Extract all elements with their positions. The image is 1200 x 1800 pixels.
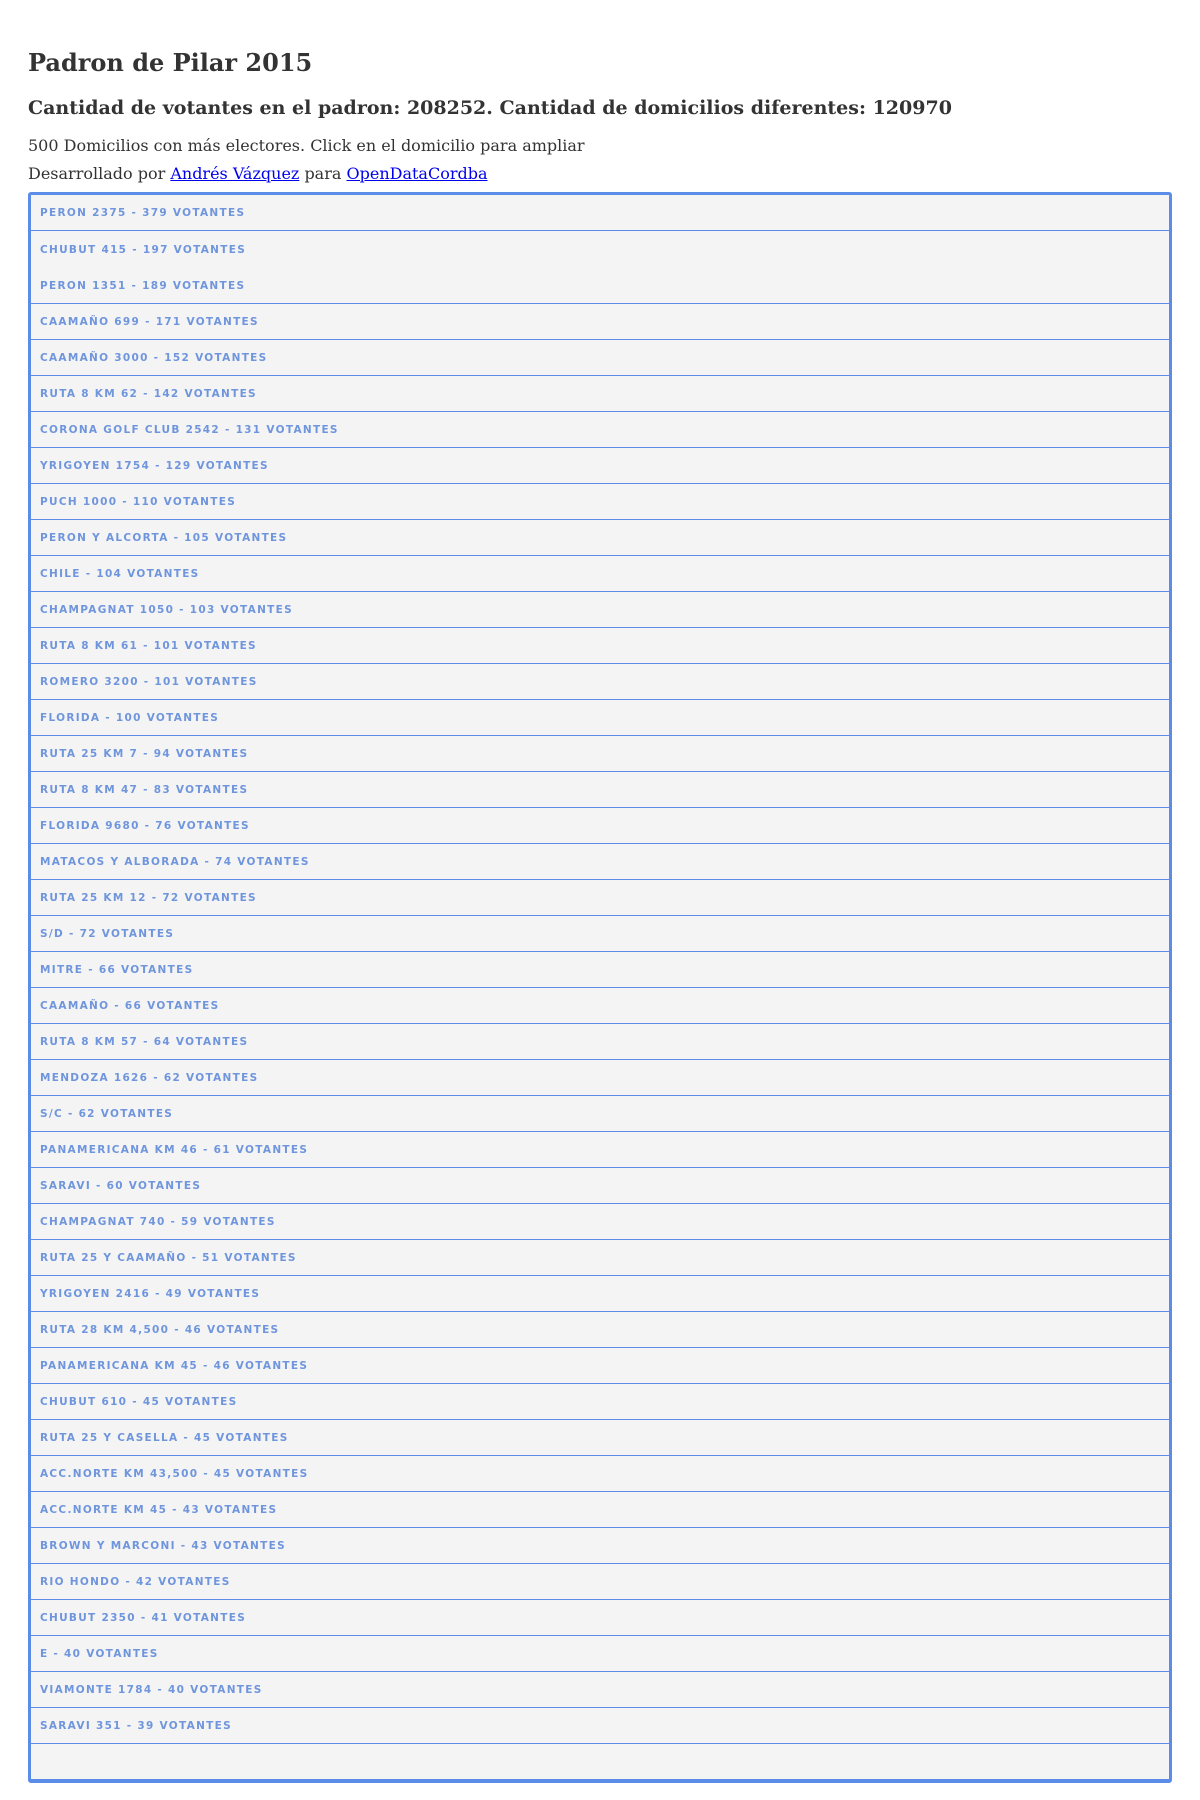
address-list-item[interactable]: VIAMONTE 1784 - 40 VOTANTES <box>31 1672 1169 1708</box>
address-list-item[interactable]: RUTA 25 Y CAAMAÑO - 51 VOTANTES <box>31 1240 1169 1276</box>
page-title: Padron de Pilar 2015 <box>28 48 313 77</box>
address-list-item[interactable]: RUTA 8 KM 61 - 101 VOTANTES <box>31 628 1169 664</box>
author-link[interactable]: Andrés Vázquez <box>170 164 300 183</box>
org-link[interactable]: OpenDataCordba <box>346 164 488 183</box>
address-list-item[interactable]: RUTA 25 KM 12 - 72 VOTANTES <box>31 880 1169 916</box>
address-list-item[interactable]: MITRE - 66 VOTANTES <box>31 952 1169 988</box>
address-list-item[interactable]: CHUBUT 610 - 45 VOTANTES <box>31 1384 1169 1420</box>
address-list-item[interactable]: RUTA 8 KM 62 - 142 VOTANTES <box>31 376 1169 412</box>
address-list-item[interactable]: PERON 2375 - 379 VOTANTES <box>31 195 1169 231</box>
address-list <box>28 192 1172 1783</box>
address-list-item[interactable]: RUTA 25 Y CASELLA - 45 VOTANTES <box>31 1420 1169 1456</box>
address-list-item[interactable]: S/C - 62 VOTANTES <box>31 1096 1169 1132</box>
address-list-item[interactable]: MENDOZA 1626 - 62 VOTANTES <box>31 1060 1169 1096</box>
address-list-item[interactable]: RUTA 28 KM 4,500 - 46 VOTANTES <box>31 1312 1169 1348</box>
address-list-item[interactable]: CAAMAÑO 3000 - 152 VOTANTES <box>31 340 1169 376</box>
address-list-item[interactable]: CHAMPAGNAT 1050 - 103 VOTANTES <box>31 592 1169 628</box>
address-list-item[interactable]: BROWN Y MARCONI - 43 VOTANTES <box>31 1528 1169 1564</box>
intro-text: 500 Domicilios con más electores. Click en el domicilio para ampliar <box>28 136 585 155</box>
credits-prefix: Desarrollado por <box>28 164 166 183</box>
address-list-item[interactable]: PANAMERICANA KM 46 - 61 VOTANTES <box>31 1132 1169 1168</box>
address-list-item[interactable]: RUTA 25 KM 7 - 94 VOTANTES <box>31 736 1169 772</box>
address-list-item[interactable]: RUTA 8 KM 47 - 83 VOTANTES <box>31 772 1169 808</box>
address-list-item[interactable]: ROMERO 3200 - 101 VOTANTES <box>31 664 1169 700</box>
address-list-item[interactable] <box>31 1744 1169 1780</box>
address-list-item[interactable]: CAAMAÑO - 66 VOTANTES <box>31 988 1169 1024</box>
address-list-item[interactable]: E - 40 VOTANTES <box>31 1636 1169 1672</box>
address-list-item[interactable]: CHILE - 104 VOTANTES <box>31 556 1169 592</box>
address-list-item[interactable]: RIO HONDO - 42 VOTANTES <box>31 1564 1169 1600</box>
address-list-item[interactable]: CHAMPAGNAT 740 - 59 VOTANTES <box>31 1204 1169 1240</box>
address-list-item[interactable]: YRIGOYEN 1754 - 129 VOTANTES <box>31 448 1169 484</box>
address-list-item[interactable]: MATACOS Y ALBORADA - 74 VOTANTES <box>31 844 1169 880</box>
address-list-item[interactable]: SARAVI 351 - 39 VOTANTES <box>31 1708 1169 1744</box>
address-list-item[interactable]: PERON 1351 - 189 VOTANTES <box>31 268 1169 304</box>
page-subtitle: Cantidad de votantes en el padron: 208252. Cantidad de domicilios diferentes: 120970 <box>28 97 952 119</box>
address-list-item[interactable]: S/D - 72 VOTANTES <box>31 916 1169 952</box>
address-list-item[interactable]: SARAVI - 60 VOTANTES <box>31 1168 1169 1204</box>
address-list-item[interactable]: YRIGOYEN 2416 - 49 VOTANTES <box>31 1276 1169 1312</box>
address-list-item[interactable]: RUTA 8 KM 57 - 64 VOTANTES <box>31 1024 1169 1060</box>
address-list-item[interactable]: PERON Y ALCORTA - 105 VOTANTES <box>31 520 1169 556</box>
address-list-item[interactable]: ACC.NORTE KM 43,500 - 45 VOTANTES <box>31 1456 1169 1492</box>
address-list-item[interactable]: ACC.NORTE KM 45 - 43 VOTANTES <box>31 1492 1169 1528</box>
address-list-item[interactable]: FLORIDA 9680 - 76 VOTANTES <box>31 808 1169 844</box>
address-list-item[interactable]: PANAMERICANA KM 45 - 46 VOTANTES <box>31 1348 1169 1384</box>
address-list-item[interactable]: CHUBUT 2350 - 41 VOTANTES <box>31 1600 1169 1636</box>
credits-middle: para <box>304 164 342 183</box>
address-list-item[interactable]: FLORIDA - 100 VOTANTES <box>31 700 1169 736</box>
address-list-item[interactable]: CORONA GOLF CLUB 2542 - 131 VOTANTES <box>31 412 1169 448</box>
address-list-item[interactable]: PUCH 1000 - 110 VOTANTES <box>31 484 1169 520</box>
address-list-item[interactable]: CHUBUT 415 - 197 VOTANTES <box>40 243 247 256</box>
credits-line <box>28 160 1172 188</box>
address-list-item[interactable]: CAAMAÑO 699 - 171 VOTANTES <box>31 304 1169 340</box>
